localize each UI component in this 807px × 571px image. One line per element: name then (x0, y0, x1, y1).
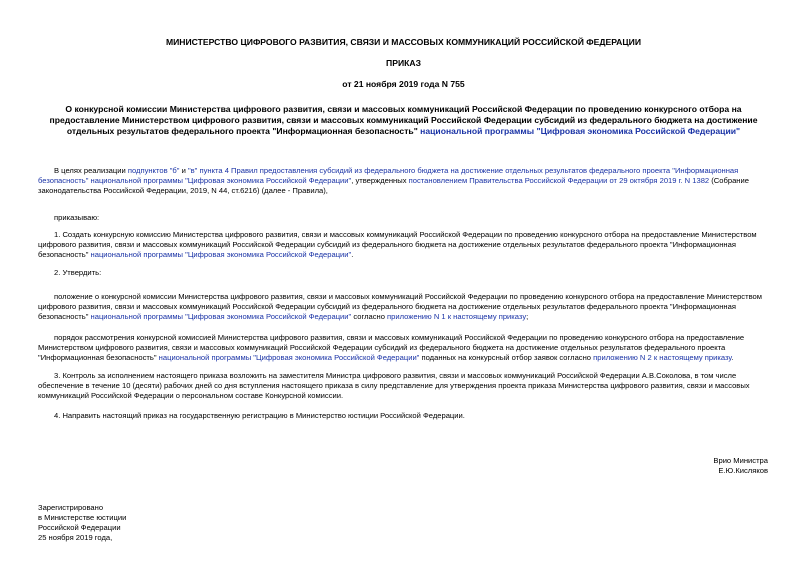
preamble-text-1: В целях реализации (54, 166, 128, 175)
subitems-b-link[interactable]: подпунктов "б" (127, 166, 180, 175)
registration-line-1: Зарегистрировано (38, 503, 104, 512)
item-1-program-link[interactable]: национальной программы "Цифровая экономика Российской Федерации" (90, 250, 352, 259)
preamble-text-4: (Собрание законодательства Российской Федерации, 2019, N 44, ст.6216) (далее - Правила), (38, 176, 749, 195)
appendix-1-link[interactable]: приложению N 1 к настоящему приказу (387, 312, 527, 321)
ministry-heading: МИНИСТЕРСТВО ЦИФРОВОГО РАЗВИТИЯ, СВЯЗИ И МАССОВЫХ КОММУНИКАЦИЙ РОССИЙСКОЙ ФЕДЕРАЦИИ (165, 37, 642, 47)
preamble-text-2: и (179, 166, 188, 175)
item-1-paragraph (38, 230, 769, 260)
document-type: ПРИКАЗ (386, 58, 421, 68)
preamble-paragraph (38, 166, 769, 196)
item-2b-program-link[interactable]: национальной программы "Цифровая экономика Российской Федерации" (158, 353, 420, 362)
item-2b-text: порядок рассмотрения конкурсной комиссией Министерства цифрового развития, связи и массовых коммуникаций Российской Федерации по проведению конкурсного отбора на предоставление Министерством цифрового развития, связи и массовых коммуникаций Российской Федерации субсидий из федерального бюджета на достижение отдельных результатов федерального проекта "Информационная безопасность" (38, 333, 745, 362)
order-word: приказываю: (54, 213, 100, 222)
item-2b-text-2: поданных на конкурсный отбор заявок согласно (419, 353, 594, 362)
item-2b-paragraph (38, 333, 769, 363)
registration-line-2: в Министерстве юстиции (38, 513, 127, 522)
item-1-text: 1. Создать конкурсную комиссию Министерства цифрового развития, связи и массовых коммуникаций Российской Федерации по проведению конкурсного отбора на предоставление Министерством цифрового развития, связи и массовых коммуникаций Российской Федерации субсидий из федерального бюджета на достижение отдельных результатов федерального проекта "Информационная безопасность" (38, 230, 757, 259)
document-date: от 21 ноября 2019 года N 755 (342, 79, 465, 89)
item-3-paragraph: 3. Контроль за исполнением настоящего приказа возложить на заместителя Министра цифрового развития, связи и массовых коммуникаций Российской Федерации А.В.Соколова, в том числе обеспечение в течение 10 (десяти) рабочих дней со дня вступления настоящего приказа в силу представление для утверждения проекта приказа Министерства цифрового развития, связи и массовых коммуникаций Российской Федерации о персональном составе Конкурсной комиссии. (38, 371, 750, 400)
item-2a-text-2: согласно (351, 312, 388, 321)
rules-item-4-link[interactable]: "в" пункта 4 Правил предоставления субсидий из федерального бюджета на достижение отдельных результатов федерального проекта "Информационная безопасность" национальной программы "Цифровая экономика Российской Федерации" (38, 166, 739, 185)
preamble-text-3: , утвержденных (351, 176, 409, 185)
item-2b-end: . (731, 353, 734, 362)
document-title (40, 104, 767, 137)
item-2a-text: положение о конкурсной комиссии Министерства цифрового развития, связи и массовых коммуникаций Российской Федерации по проведению конкурсного отбора на предоставление Министерством цифрового развития, связи и массовых коммуникаций Российской Федерации субсидий из федерального бюджета на достижение отдельных результатов федерального проекта "Информационная безопасность" (38, 292, 762, 321)
item-2a-end: ; (526, 312, 529, 321)
signatory-name: Е.Ю.Кисляков (718, 466, 768, 475)
registration-line-3: Российской Федерации (38, 523, 121, 532)
government-resolution-link[interactable]: постановлением Правительства Российской Федерации от 29 октября 2019 г. N 1382 (408, 176, 710, 185)
registration-line-4: 25 ноября 2019 года, (38, 533, 113, 542)
title-text: О конкурсной комиссии Министерства цифрового развития, связи и массовых коммуникаций Российской Федерации по проведению конкурсного отбора на предоставление Министерством цифрового развития, связи и массовых коммуникаций Российской Федерации субсидий из федерального бюджета на достижение отдельных результатов федерального проекта "Информационная безопасность" (49, 104, 758, 136)
item-2a-paragraph (38, 292, 769, 322)
item-4-paragraph: 4. Направить настоящий приказ на государственную регистрацию в Министерство юстиции Российской Федерации. (54, 411, 465, 420)
item-2-paragraph: 2. Утвердить: (54, 268, 102, 277)
signatory-position: Врио Министра (713, 456, 768, 465)
appendix-2-link[interactable]: приложению N 2 к настоящему приказу (593, 353, 732, 362)
title-program-link[interactable]: национальной программы "Цифровая экономика Российской Федерации" (420, 126, 741, 136)
item-1-end: . (351, 250, 354, 259)
item-2a-program-link[interactable]: национальной программы "Цифровая экономика Российской Федерации" (90, 312, 352, 321)
